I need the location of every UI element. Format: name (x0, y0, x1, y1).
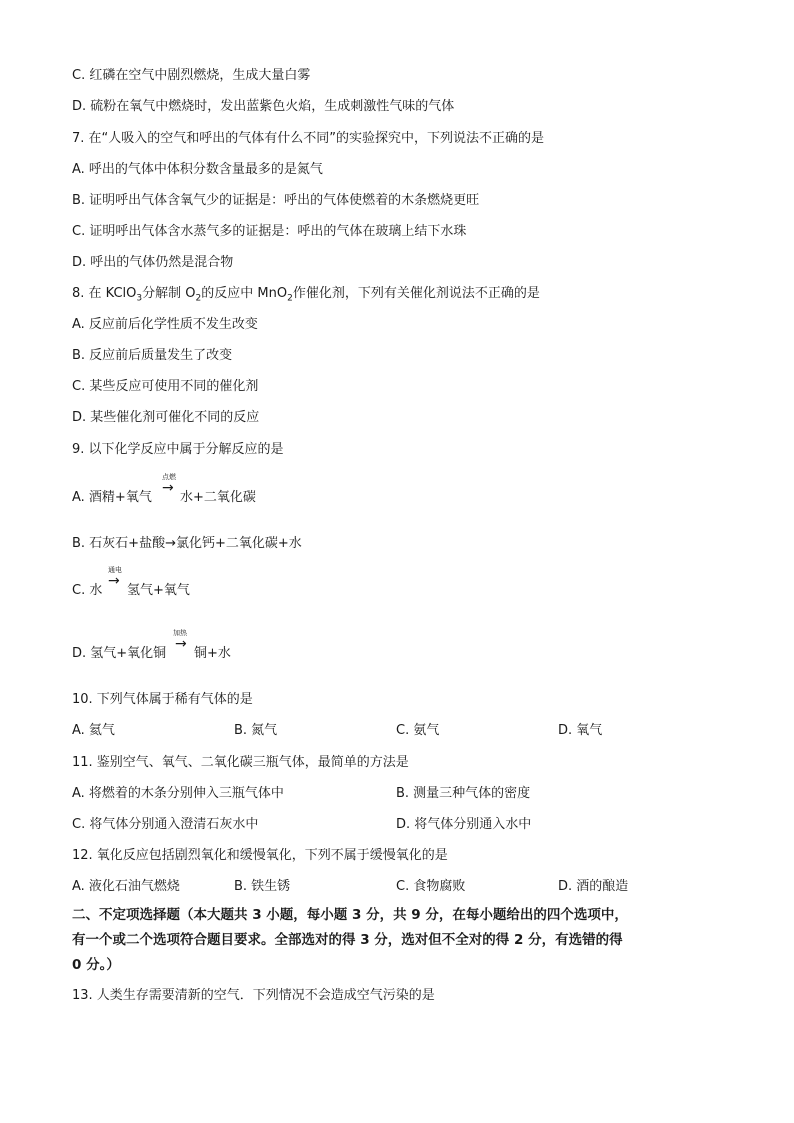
q7-option-c: C. 证明呼出气体含水蒸气多的证据是：呼出的气体在玻璃上结下水珠 (72, 224, 467, 239)
q8-option-b: B. 反应前后质量发生了改变 (72, 348, 233, 363)
section-2-heading-line-3: 0 分。） (72, 957, 120, 973)
q8-sub-1: 3 (136, 293, 143, 304)
q10-option-c: C. 氨气 (396, 723, 440, 738)
q13-stem: 13. 人类生存需要清新的空气．下列情况不会造成空气污染的是 (72, 988, 435, 1003)
q11-option-a: A. 将燃着的木条分别伸入三瓶气体中 (72, 786, 284, 801)
q7-option-a: A. 呼出的气体中体积分数含量最多的是氮气 (72, 162, 323, 177)
q7-option-b: B. 证明呼出气体含氧气少的证据是：呼出的气体使燃着的木条燃烧更旺 (72, 193, 480, 208)
q11-option-d: D. 将气体分别通入水中 (396, 817, 532, 832)
q12-option-d: D. 酒的酿造 (558, 879, 629, 894)
q9-option-c-arrow: → (108, 573, 120, 589)
q9-option-c-left: C. 水 (72, 583, 103, 598)
q12-option-b: B. 铁生锈 (234, 879, 291, 894)
q9-option-c-condition: 通电 (108, 566, 122, 574)
q8-sub-2: 2 (195, 293, 202, 304)
q10-stem: 10. 下列气体属于稀有气体的是 (72, 692, 253, 707)
q11-stem: 11. 鉴别空气、氧气、二氧化碳三瓶气体，最简单的方法是 (72, 755, 409, 770)
q9-option-a-arrow: → (162, 480, 174, 496)
q11-option-c: C. 将气体分别通入澄清石灰水中 (72, 817, 259, 832)
q9-option-d-condition: 加热 (173, 629, 187, 637)
q10-option-b: B. 氮气 (234, 723, 278, 738)
q9-option-a-condition: 点燃 (162, 473, 176, 481)
q10-option-a: A. 氦气 (72, 723, 115, 738)
q6-option-d: D. 硫粉在氧气中燃烧时，发出蓝紫色火焰，生成刺激性气味的气体 (72, 99, 455, 114)
q10-option-d: D. 氧气 (558, 723, 603, 738)
q8-option-c: C. 某些反应可使用不同的催化剂 (72, 379, 259, 394)
q9-option-a-right: 水+二氧化碳 (180, 490, 256, 505)
q8-option-a: A. 反应前后化学性质不发生改变 (72, 317, 258, 332)
q9-option-a-left: A. 酒精+氧气 (72, 490, 152, 505)
q8-stem-pre: 8. 在 KClO (72, 286, 137, 301)
q8-option-d: D. 某些催化剂可催化不同的反应 (72, 410, 260, 425)
q6-option-c: C. 红磷在空气中剧烈燃烧，生成大量白雾 (72, 68, 311, 83)
section-2-heading-line-1: 二、不定项选择题（本大题共 3 小题，每小题 3 分，共 9 分，在每小题给出的四个选项中， (72, 907, 628, 923)
q9-stem: 9. 以下化学反应中属于分解反应的是 (72, 442, 284, 457)
section-2-heading-line-2: 有一个或二个选项符合题目要求。全部选对的得 3 分，选对但不全对的得 2 分，有选错的得 (72, 932, 623, 948)
q7-stem: 7. 在“人吸入的空气和呼出的气体有什么不同”的实验探究中，下列说法不正确的是 (72, 131, 545, 146)
q9-option-d-left: D. 氢气+氧化铜 (72, 646, 167, 661)
q8-stem (72, 285, 540, 303)
q8-stem-mid2: 的反应中 MnO (201, 286, 288, 301)
q12-option-c: C. 食物腐败 (396, 879, 466, 894)
q11-option-b: B. 测量三种气体的密度 (396, 786, 531, 801)
q9-option-d-right: 铜+水 (194, 646, 231, 661)
q12-stem: 12. 氧化反应包括剧烈氧化和缓慢氧化，下列不属于缓慢氧化的是 (72, 848, 448, 863)
q9-option-c-right: 氢气+氧气 (127, 583, 190, 598)
q8-sub-3: 2 (287, 293, 293, 304)
q8-stem-post: 作催化剂，下列有关催化剂说法不正确的是 (292, 286, 540, 301)
q9-option-d-arrow: → (175, 636, 187, 652)
q9-option-b: B. 石灰石+盐酸→氯化钙+二氧化碳+水 (72, 536, 302, 551)
q12-option-a: A. 液化石油气燃烧 (72, 879, 180, 894)
q7-option-d: D. 呼出的气体仍然是混合物 (72, 255, 234, 270)
q8-stem-mid: 分解制 O (142, 286, 196, 301)
